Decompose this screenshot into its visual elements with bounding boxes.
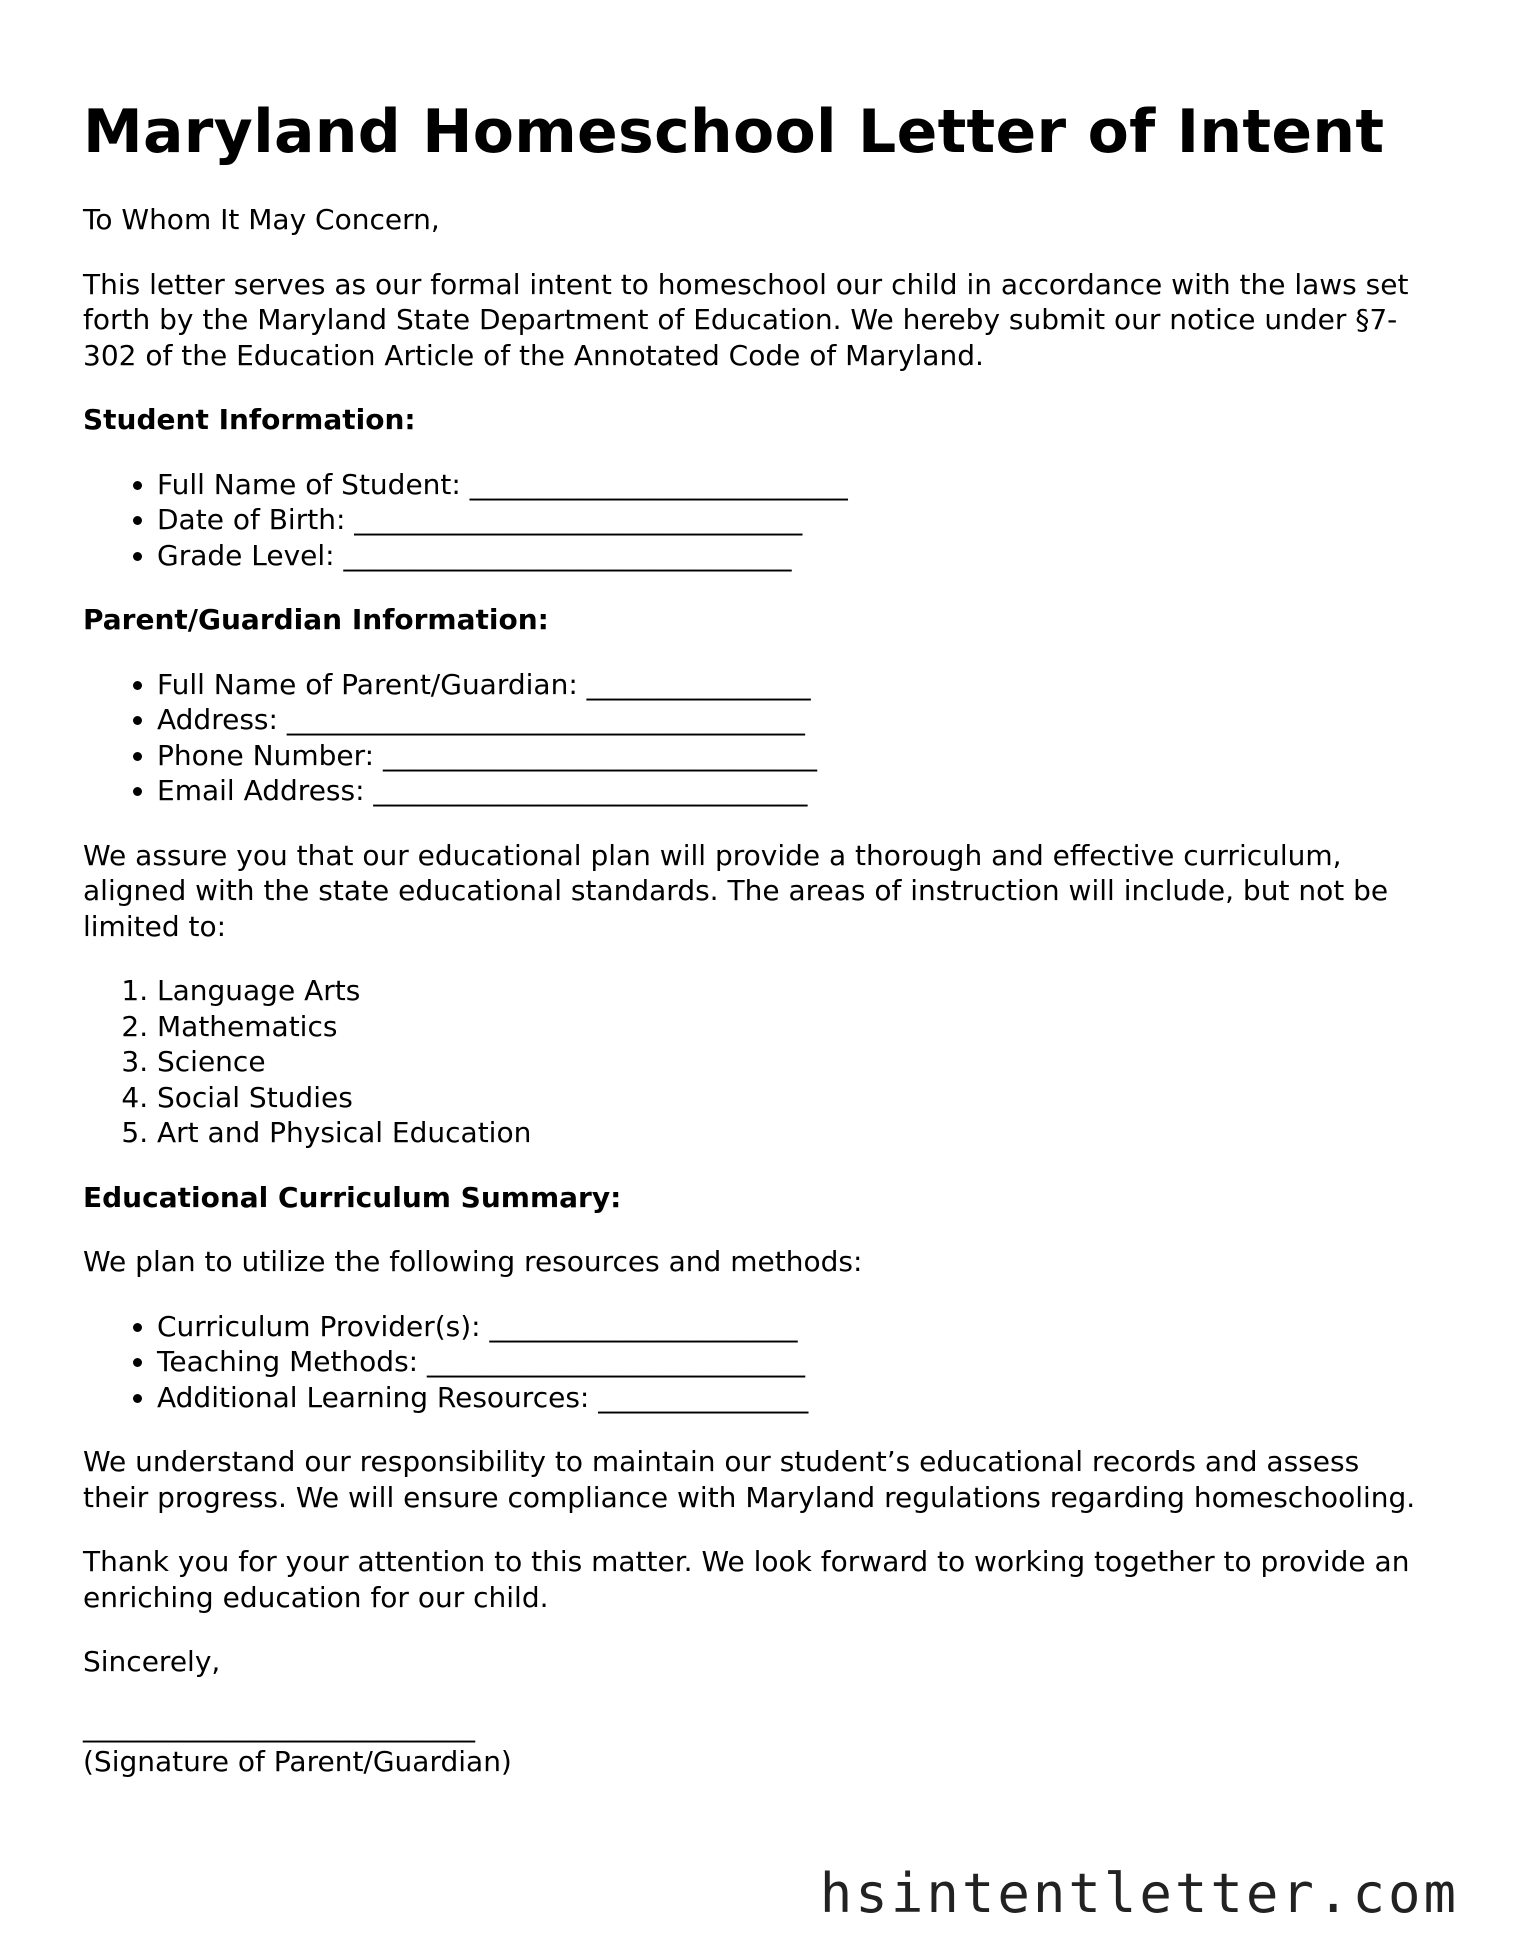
- subjects-list: [83, 973, 1423, 1151]
- parent-info-list: [83, 667, 1423, 809]
- parent-address-field: • Address: _____________________________________: [157, 702, 1423, 738]
- student-grade-field: • Grade Level: ________________________________: [157, 538, 1423, 574]
- curriculum-heading: Educational Curriculum Summary:: [83, 1180, 622, 1214]
- letter-page: [83, 96, 1423, 1780]
- intro-paragraph: This letter serves as our formal intent to homeschool our child in accordance with the laws set forth by the Maryland State Department of Education. We hereby submit our notice under §7-302 of the Education Article of the Annotated Code of Maryland.: [83, 267, 1409, 372]
- signature-line: ____________________________: [83, 1709, 475, 1743]
- parent-email-field: • Email Address: _______________________________: [157, 773, 1423, 809]
- subject-item: 4. Social Studies: [157, 1080, 1423, 1116]
- site-watermark: hsintentletter.com: [819, 1862, 1459, 1925]
- thanks-paragraph: Thank you for your attention to this matter. We look forward to working together to provide an enriching education for our child.: [83, 1545, 1410, 1614]
- student-info-heading: Student Information:: [83, 403, 416, 436]
- subject-item: 5. Art and Physical Education: [157, 1115, 1423, 1151]
- student-info-list: [83, 467, 1423, 574]
- assurance-paragraph: We assure you that our educational plan will provide a thorough and effective curriculum, aligned with the state educational standards. The areas of instruction will include, but not be limited to:: [83, 838, 1389, 943]
- parent-name-field: • Full Name of Parent/Guardian: ________________: [157, 667, 1423, 703]
- responsibility-paragraph: We understand our responsibility to maintain our student’s educational records and assess their progress. We will ensure compliance with Maryland regulations regarding homeschooling.: [83, 1445, 1416, 1514]
- parent-phone-field: • Phone Number: _______________________________: [157, 738, 1423, 774]
- signature-caption: (Signature of Parent/Guardian): [83, 1745, 512, 1778]
- resources-intro: We plan to utilize the following resources and methods:: [83, 1245, 863, 1278]
- resources-list: [83, 1309, 1423, 1416]
- parent-info-heading: Parent/Guardian Information:: [83, 603, 549, 636]
- subject-item: 3. Science: [157, 1044, 1423, 1080]
- teaching-methods-field: • Teaching Methods: ___________________________: [157, 1344, 1423, 1380]
- salutation: To Whom It May Concern,: [83, 203, 440, 236]
- additional-resources-field: • Additional Learning Resources: _______________: [157, 1380, 1423, 1416]
- signature-block: [83, 1709, 1423, 1780]
- student-dob-field: • Date of Birth: ________________________________: [157, 502, 1423, 538]
- subject-item: 1. Language Arts: [157, 973, 1423, 1009]
- student-name-field: • Full Name of Student: ___________________________: [157, 467, 1423, 503]
- curriculum-provider-field: • Curriculum Provider(s): ______________________: [157, 1309, 1423, 1345]
- subject-item: 2. Mathematics: [157, 1009, 1423, 1045]
- closing: Sincerely,: [83, 1645, 221, 1678]
- page-title: Maryland Homeschool Letter of Intent: [83, 97, 1385, 167]
